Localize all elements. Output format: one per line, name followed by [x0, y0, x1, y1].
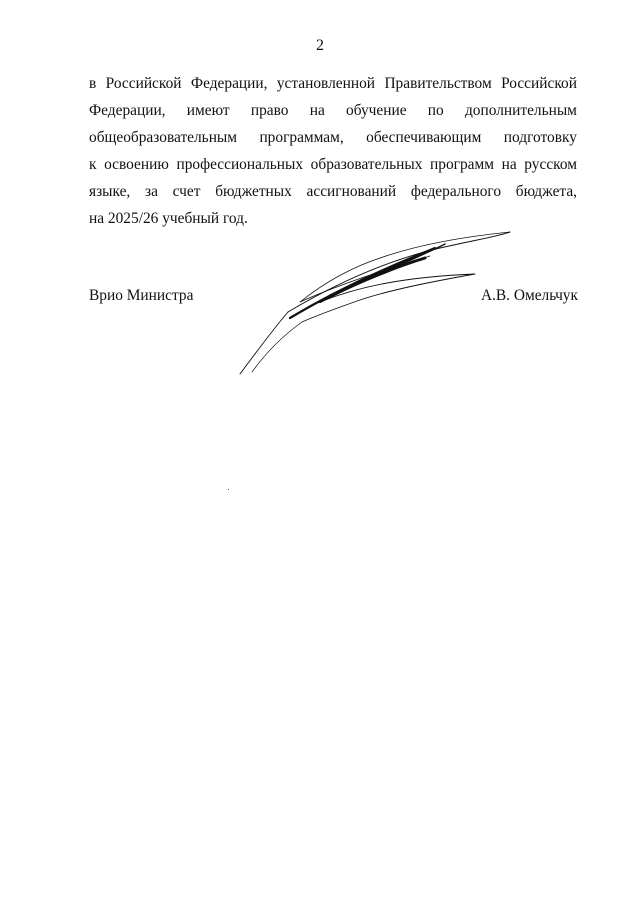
- word: счет: [172, 183, 201, 200]
- word: федерального: [410, 183, 502, 200]
- word: ассигнований: [306, 183, 397, 200]
- word: Российской: [501, 75, 577, 92]
- body-paragraph: [89, 70, 577, 232]
- word: по: [427, 102, 444, 119]
- word: дополнительным: [464, 102, 577, 119]
- word: общеобразовательным: [89, 129, 238, 146]
- signatory-title: Врио Министра: [89, 287, 194, 304]
- body-line-6: на 2025/26 учебный год.: [89, 210, 248, 227]
- body-line-3: [89, 124, 577, 151]
- word: бюджетных: [215, 183, 292, 200]
- word: русском: [524, 156, 577, 173]
- word: образовательных: [310, 156, 423, 173]
- word: на: [309, 102, 325, 119]
- word: Российской: [105, 75, 182, 92]
- word: на: [501, 156, 517, 173]
- word: к: [89, 156, 97, 173]
- word: программам,: [259, 129, 344, 146]
- word: имеют: [186, 102, 230, 119]
- word: освоению: [104, 156, 169, 173]
- word: языке,: [89, 183, 131, 200]
- word: профессиональных: [176, 156, 304, 173]
- word: обучение: [346, 102, 407, 119]
- word: программ: [430, 156, 494, 173]
- word: за: [145, 183, 158, 200]
- body-line-1: [89, 70, 577, 97]
- word: Федерации,: [190, 75, 268, 92]
- page-number: 2: [316, 37, 324, 54]
- word: подготовку: [503, 129, 577, 146]
- body-line-2: [89, 97, 577, 124]
- word: бюджета,: [515, 183, 577, 200]
- scan-speck: [228, 489, 229, 490]
- signatory-name: А.В. Омельчук: [480, 287, 578, 304]
- body-line-5: [89, 178, 577, 205]
- word: право: [250, 102, 289, 119]
- word: обеспечивающим: [366, 129, 482, 146]
- word: в: [89, 75, 97, 92]
- word: Федерации,: [89, 102, 166, 119]
- word: установленной: [276, 75, 376, 92]
- word: Правительством: [384, 75, 492, 92]
- body-line-4: [89, 151, 577, 178]
